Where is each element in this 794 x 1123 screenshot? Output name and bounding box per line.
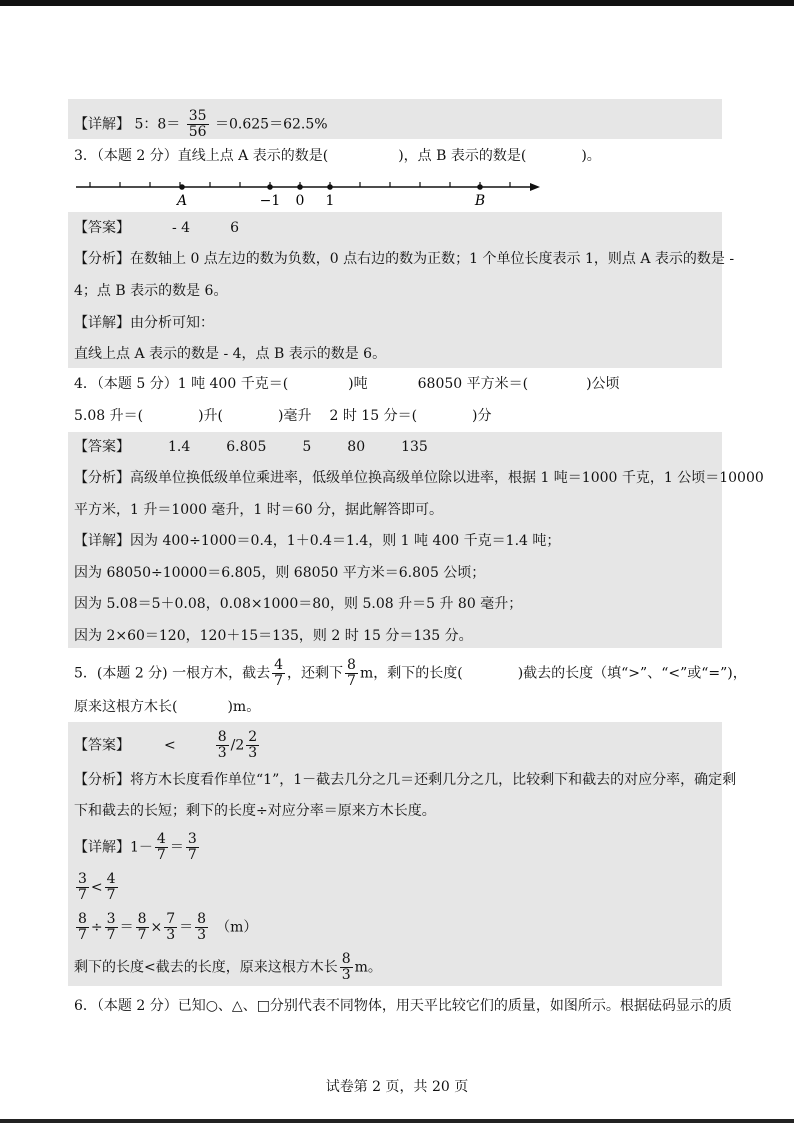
point-b bbox=[477, 184, 483, 190]
q2-detail-line bbox=[74, 109, 328, 140]
q4-detail-line1: 【详解】因为 400÷1000＝0.4，1＋0.4＝1.4，则 1 吨 400 千克＝1.4 吨； bbox=[74, 533, 561, 549]
top-border bbox=[0, 0, 794, 6]
fraction: $\frac{35}{56}$ bbox=[188, 108, 207, 140]
fraction: $\frac{3}{7}$ bbox=[78, 871, 87, 903]
q5-detail-line2: $\frac{3}{7}$ < $\frac{4}{7}$ bbox=[78, 871, 116, 903]
q4-detail-line2: 因为 68050÷10000＝6.805，则 68050 平方米＝6.805 公顷； bbox=[74, 565, 486, 581]
fraction: $\frac{3}{7}$ bbox=[106, 911, 116, 943]
question-3-stem: 3．（本题 2 分）直线上点 A 表示的数是( )，点 B 表示的数是( )。 bbox=[74, 148, 601, 164]
q5-analysis-line1: 【分析】将方木长度看作单位“1”，1－截去几分之几＝还剩几分之几，比较剩下和截去的对应分率，确定剩 bbox=[74, 772, 737, 788]
question-4-stem-line2: 5.08 升＝( )升( )毫升 2 时 15 分＝( )分 bbox=[74, 408, 492, 424]
fraction: $\frac{7}{3}$ bbox=[166, 911, 176, 943]
fraction: $\frac{8}{3}$ bbox=[217, 729, 227, 761]
label-b: B bbox=[474, 193, 486, 209]
q4-detail-line4: 因为 2×60＝120，120＋15＝135，则 2 时 15 分＝135 分。 bbox=[74, 628, 473, 644]
label-zero: 0 bbox=[295, 193, 305, 209]
fraction: $\frac{8}{7}$ bbox=[347, 657, 356, 689]
ratio-expression: 5：8＝ bbox=[134, 116, 181, 133]
fraction: $\frac{8}{3}$ bbox=[341, 951, 351, 983]
q4-analysis-line1: 【分析】高级单位换低级单位乘进率，低级单位换高级单位除以进率，根据 1 吨＝1000 千克，1 公顷＝10000 bbox=[74, 470, 764, 486]
q5-detail-line3: $\frac{8}{7}$ ÷ $\frac{3}{7}$ ＝ $\frac{8}{7}$ × $\frac{7}{3}$ ＝ $\frac{8}{3}$ （m） bbox=[78, 911, 258, 943]
fraction: $\frac{2}{3}$ bbox=[248, 729, 258, 761]
q4-detail-line3: 因为 5.08＝5＋0.08，0.08×1000＝80，则 5.08 升＝5 升 80 毫升； bbox=[74, 596, 523, 612]
point-neg1 bbox=[267, 184, 273, 190]
question-5-stem-line1: 5．(本题 2 分) 一根方木，截去 $\frac{4}{7}$ ，还剩下 $\frac{8}{7}$ m，剩下的长度( )截去的长度（填“>”、“<”或“=”)， bbox=[74, 657, 747, 689]
fraction: $\frac{4}{7}$ bbox=[274, 657, 284, 689]
fraction: $\frac{8}{7}$ bbox=[78, 911, 87, 943]
point-zero bbox=[297, 184, 303, 190]
fraction: $\frac{4}{7}$ bbox=[156, 831, 166, 863]
fraction: $\frac{8}{3}$ bbox=[197, 911, 207, 943]
bottom-border bbox=[0, 1119, 794, 1123]
q3-detail-line1: 【详解】由分析可知： bbox=[74, 315, 214, 331]
question-5-stem-line2: 原来这根方木长( )m。 bbox=[74, 699, 261, 715]
fraction: $\frac{8}{7}$ bbox=[137, 911, 147, 943]
question-6-stem: 6．（本题 2 分）已知○、△、□分别代表不同物体，用天平比较它们的质量，如图所示。根据砝码显示的质 bbox=[74, 998, 732, 1014]
fraction: $\frac{4}{7}$ bbox=[106, 871, 116, 903]
q5-detail-line1: 【详解】1－ $\frac{4}{7}$ ＝ $\frac{3}{7}$ bbox=[74, 831, 197, 863]
q3-answer: 【答案】 - 4 6 bbox=[74, 220, 240, 236]
label-a: A bbox=[176, 193, 188, 209]
label-one: 1 bbox=[325, 193, 335, 209]
point-a bbox=[179, 184, 185, 190]
q3-analysis-line1: 【分析】在数轴上 0 点左边的数为负数，0 点右边的数为正数；1 个单位长度表示 1，则点 A 表示的数是 - bbox=[74, 251, 735, 267]
detail-label: 【详解】 bbox=[74, 116, 130, 133]
point-one bbox=[327, 184, 333, 190]
q4-answer: 【答案】 1.4 6.805 5 80 135 bbox=[74, 439, 428, 455]
label-neg1: −1 bbox=[259, 193, 281, 209]
question-4-stem-line1: 4．（本题 5 分）1 吨 400 千克＝( )吨 68050 平方米＝( )公顷 bbox=[74, 376, 620, 392]
q4-analysis-line2: 平方米，1 升＝1000 毫升，1 时＝60 分，据此解答即可。 bbox=[74, 502, 444, 518]
number-line bbox=[70, 172, 550, 212]
q3-analysis-line2: 4；点 B 表示的数是 6。 bbox=[74, 283, 228, 299]
q3-detail-line2: 直线上点 A 表示的数是 - 4，点 B 表示的数是 6。 bbox=[74, 346, 387, 362]
ratio-result: ＝0.625＝62.5% bbox=[215, 116, 328, 133]
q5-analysis-line2: 下和截去的长短；剩下的长度÷对应分率＝原来方木长度。 bbox=[74, 803, 436, 819]
q5-detail-line4: 剩下的长度<截去的长度，原来这根方木长 $\frac{8}{3}$ m。 bbox=[74, 951, 382, 983]
q5-answer: 【答案】 < $\frac{8}{3}$ /2 $\frac{2}{3}$ bbox=[74, 729, 258, 761]
fraction: $\frac{3}{7}$ bbox=[187, 831, 197, 863]
page-footer: 试卷第 2 页，共 20 页 bbox=[325, 1079, 469, 1095]
